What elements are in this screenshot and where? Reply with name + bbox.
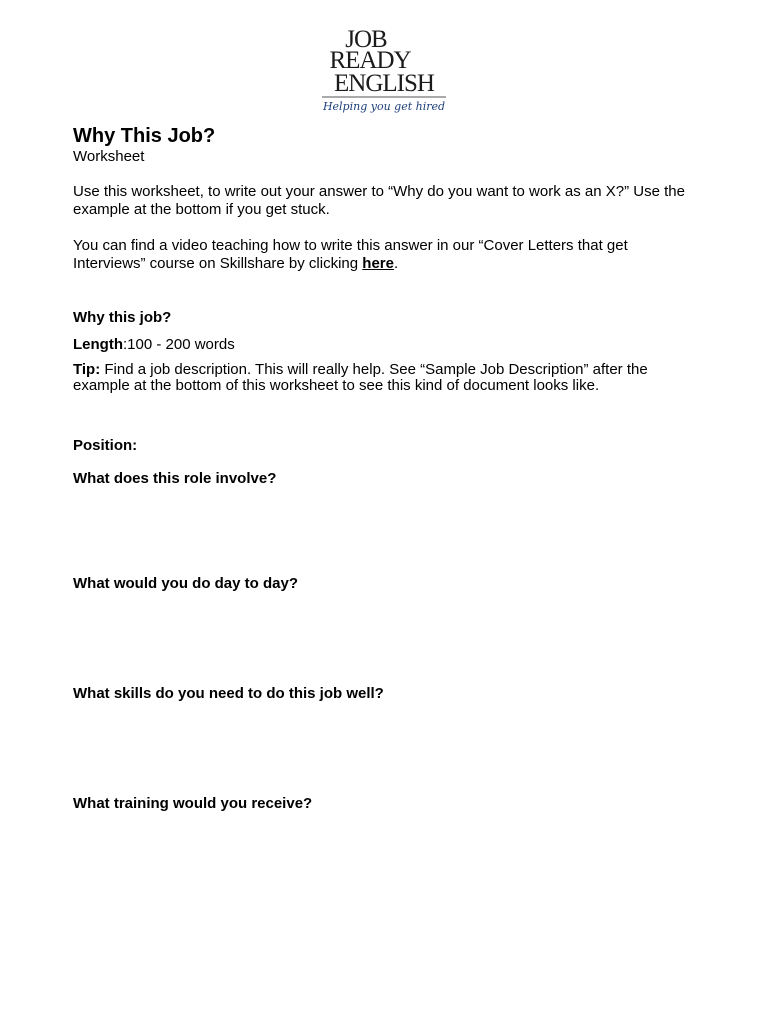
here-link[interactable]: here <box>362 255 394 272</box>
intro-paragraph: Use this worksheet, to write out your answer to “Why do you want to work as an X?” Use the example at the bottom if you get stuck. <box>73 183 685 218</box>
question-training: What training would you receive? <box>73 795 313 812</box>
skillshare-text: You can find a video teaching how to write this answer in our “Cover Letters that get Interviews” course on Skillshare by clicking <box>73 237 628 272</box>
logo-line-english: ENGLISH <box>334 70 434 97</box>
tip-line <box>73 362 693 394</box>
job-ready-english-logo <box>312 20 456 120</box>
skillshare-paragraph <box>73 237 693 273</box>
tip-label: Tip: <box>73 361 101 378</box>
length-label: Length <box>73 336 123 353</box>
logo-tagline: Helping you get hired <box>322 100 446 113</box>
page-subtitle: Worksheet <box>73 148 145 165</box>
question-skills: What skills do you need to do this job well? <box>73 685 384 702</box>
worksheet-content <box>73 124 693 394</box>
length-line <box>73 336 693 354</box>
question-role-involve: What does this role involve? <box>73 470 277 487</box>
logo-line-ready: READY <box>329 47 411 74</box>
question-day-to-day: What would you do day to day? <box>73 575 298 592</box>
tip-text: Find a job description. This will really help. See “Sample Job Description” after the example at the bottom of this worksheet to see this kind of document looks like. <box>73 361 648 394</box>
length-value: :100 - 200 words <box>123 336 235 353</box>
logo-line-job: JOB <box>345 26 387 53</box>
question-position: Position: <box>73 437 138 454</box>
skillshare-text-end: . <box>393 255 399 272</box>
page-title: Why This Job? <box>73 125 216 147</box>
section-heading-why-this-job: Why this job? <box>73 309 172 326</box>
